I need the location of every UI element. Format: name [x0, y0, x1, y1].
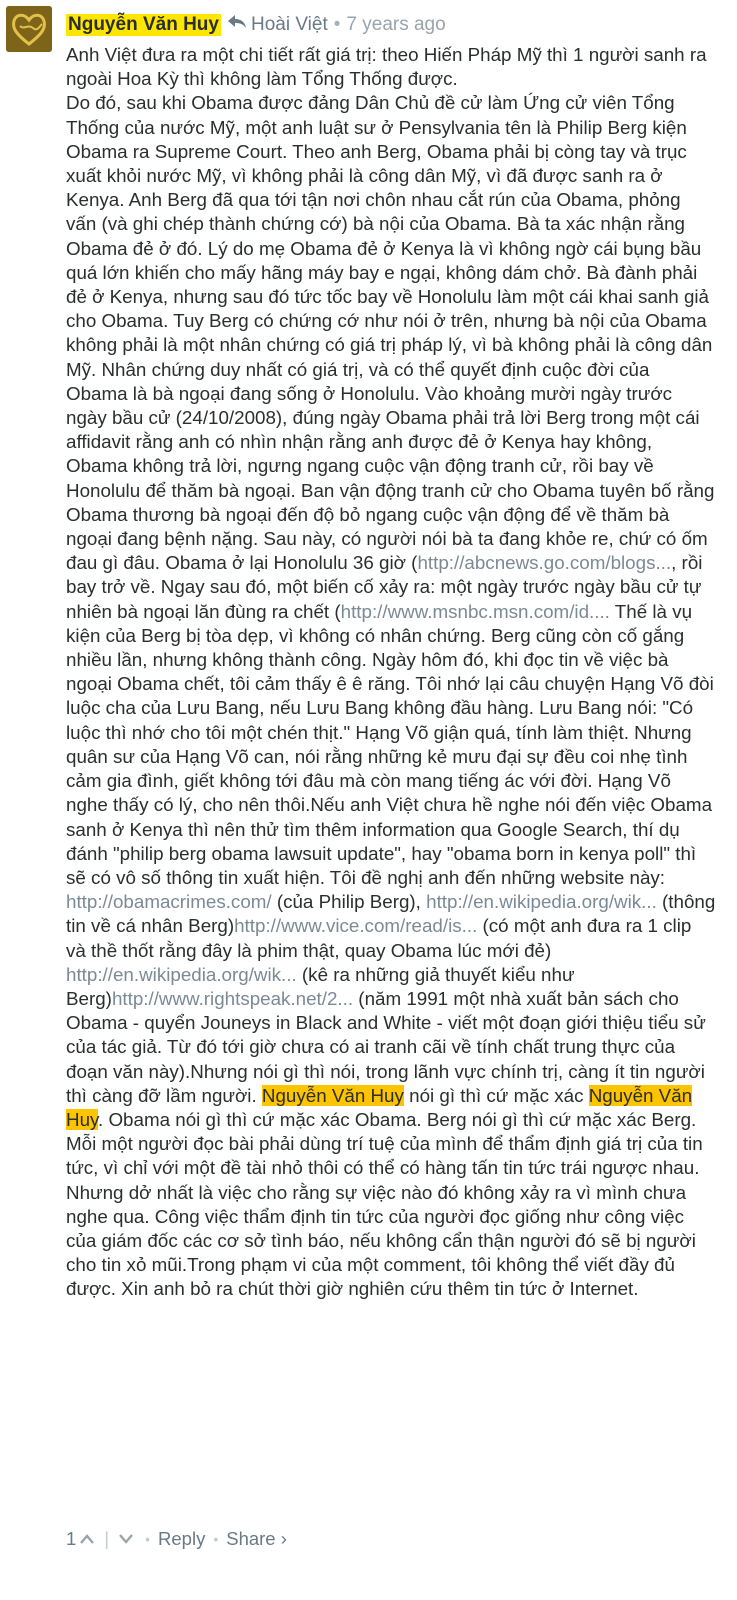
vice-link[interactable]: http://www.vice.com/read/is... — [234, 915, 478, 937]
msnbc-link[interactable]: http://www.msnbc.msn.com/id.... — [340, 600, 610, 622]
abcnews-link[interactable]: http://abcnews.go.com/blogs... — [417, 552, 672, 574]
footer-dot: • — [213, 1531, 219, 1547]
rightspeak-link[interactable]: http://www.rightspeak.net/2... — [111, 987, 354, 1009]
name-highlight: Nguyễn Văn Huy — [66, 1084, 693, 1130]
body-paragraph-2 — [66, 91, 716, 1301]
wikipedia-link[interactable]: http://en.wikipedia.org/wik... — [426, 891, 657, 913]
upvote-icon[interactable] — [80, 1531, 94, 1548]
body-text: (kê ra những giả thuyết kiểu như Berg) — [66, 963, 575, 1009]
comment-footer — [66, 1526, 287, 1552]
comment-body — [66, 43, 716, 1302]
author-name[interactable]: Nguyễn Văn Huy — [68, 14, 219, 35]
body-text: Do đó, sau khi Obama được đảng Dân Chủ đề cử làm Ứng cử viên Tổng Thống của nước Mỹ, một anh luật sư ở Pensylvania tên là Philip Berg kiện Obama ra Supreme Court. Theo anh Berg, Obama phải bị còng tay và trục xuất khỏi nước Mỹ, vì không phải là công dân Mỹ, vì đã được sanh ra ở Kenya. Anh Berg đã qua tới tận nơi chôn nhau cắt rún của Obama, phỏng vấn (và ghi chép thành chứng cớ) bà nội của Obama. Bà ta xác nhận rằng Obama đẻ ở đó. Lý do mẹ Obama đẻ ở Kenya là vì không ngờ cái bụng bầu quá lớn khiến cho mấy hãng máy bay e ngại, không dám chở. Bà đành phải đẻ ở Kenya, nhưng sau đó tức tốc bay về Honolulu làm một cái khai sanh giả cho Obama. Tuy Berg có chứng cớ như nói ở trên, nhưng bà nội của Obama không phải là một nhân chứng có giá trị pháp lý, vì bà không phải là công dân Mỹ. Nhân chứng duy nhất có giá trị, và có thể quyết định cuộc đời của Obama là bà ngoại đang sống ở Honolulu. Vào khoảng mười ngày trước ngày bầu cử (24/10/2008), đúng ngày Obama phải trả lời Berg trong một cái affidavit rằng anh có nhìn nhận rằng anh được đẻ ở Kenya hay không, Obama không trả lời, ngưng ngang cuộc vận động tranh cử, rồi bay về Honolulu để thăm bà ngoại. Ban vận động tranh cử cho Obama tuyên bố rằng Obama thương bà ngoại đến độ bỏ ngang cuộc vận động để về thăm bà ngoại đang bệnh nặng. Sau này, có người nói bà ta đang khỏe re, chứ có ốm đau gì đâu. Obama ở lại Honolulu 36 giờ ( — [66, 92, 715, 574]
reply-arrow-icon — [227, 14, 247, 36]
body-text: nói gì thì cứ mặc xác — [403, 1084, 589, 1106]
upvote-count: 1 — [66, 1528, 77, 1549]
wikipedia-link-2[interactable]: http://en.wikipedia.org/wik... — [66, 963, 297, 985]
body-text: Thế là vụ kiện của Berg bị tòa dẹp, vì không có nhân chứng. Berg cũng còn cố gắng nhiều lần, nhưng không thành công. Ngày hôm đó, khi đọc tin về việc bà ngoại Obama chết, tôi cảm thấy ê ê răng. Tôi nhớ lại câu chuyện Hạng Võ đòi luộc cha của Lưu Bang, nếu Lưu Bang không đầu hàng. Lưu Bang nói: "Có luộc thì nhớ cho tôi một chén thịt." Hạng Võ giận quá, tính làm thiệt. Nhưng quân sư của Hạng Võ can, nói rằng những kẻ mưu đại sự đều coi nhẹ tình cảm gia đình, giết không tới đâu mà còn mang tiếng ác với đời. Hạng Võ nghe thấy có lý, cho nên thôi.Nếu anh Việt chưa hề nghe nói đến việc Obama sanh ở Kenya thì nên thử tìm thêm information qua Google Search, thí dụ đánh "philip berg obama lawsuit update", hay "obama born in kenya poll" thì sẽ có vô số thông tin xuất hiện. Tôi đề nghị anh đến những website này: — [66, 600, 714, 888]
obamacrimes-link[interactable]: http://obamacrimes.com/ — [66, 891, 272, 913]
heart-avatar-icon — [6, 6, 52, 52]
downvote-icon[interactable] — [119, 1531, 133, 1548]
body-text: (thông tin về cá nhân Berg) — [66, 891, 716, 937]
body-text: (có một anh đưa ra 1 clip và thề thốt rằng đây là phim thật, quay Obama lúc mới đẻ) — [66, 915, 692, 961]
body-text: (của Philip Berg), — [271, 891, 427, 913]
body-text: . Obama nói gì thì cứ mặc xác Obama. Berg nói gì thì cứ mặc xác Berg. Mỗi một người đọc bài phải dùng trí tuệ của mình để thẩm định giá trị của tin tức, vì chỉ với một đề tài nhỏ thôi có thể có hàng tấn tin tức trái ngược nhau. Nhưng dở nhất là việc cho rằng sự việc nào đó không xảy ra vì mình chưa nghe qua. Công việc thẩm định tin tức của người đọc giống như công việc của giám đốc các cơ sở tình báo, nếu không cẩn thận người đó sẽ bị người cho tin xỏ mũi.Trong phạm vi của một comment, tôi không thể viết đầy đủ được. Xin anh bỏ ra chút thời giờ nghiên cứu thêm tin tức ở Internet. — [66, 1108, 703, 1300]
vote-separator: | — [104, 1528, 110, 1549]
footer-dot: • — [145, 1531, 151, 1547]
reply-button[interactable]: Reply — [158, 1528, 206, 1549]
comment-header — [66, 10, 446, 40]
share-button[interactable]: Share › — [226, 1528, 287, 1549]
body-text: (năm 1991 một nhà xuất bản sách cho Obama - quyển Jouneys in Black and White - viết một đoạn giới thiệu tiểu sử của tác giả. Từ đó tới giờ chưa có ai tranh cãi về tính chất trung thực của đoạn văn này).Nhưng nói gì thì nói, trong lãnh vực chính trị, càng ít tin người thì càng đỡ lầm người. — [66, 987, 706, 1106]
avatar[interactable] — [6, 6, 52, 52]
timestamp[interactable]: 7 years ago — [346, 14, 446, 35]
body-text: , rồi bay trở về. Ngay sau đó, một biến cố xảy ra: một ngày trước ngày bầu cử tự nhiên bà ngoại lăn đùng ra chết ( — [66, 552, 703, 622]
header-bullet: • — [333, 14, 341, 35]
body-paragraph-1: Anh Việt đưa ra một chi tiết rất giá trị: theo Hiến Pháp Mỹ thì 1 người sanh ra ngoài Hoa Kỳ thì không làm Tổng Thống được. — [66, 44, 707, 90]
in-reply-to-link[interactable]: Hoài Việt — [250, 14, 328, 35]
name-highlight: Nguyễn Văn Huy — [261, 1084, 404, 1106]
